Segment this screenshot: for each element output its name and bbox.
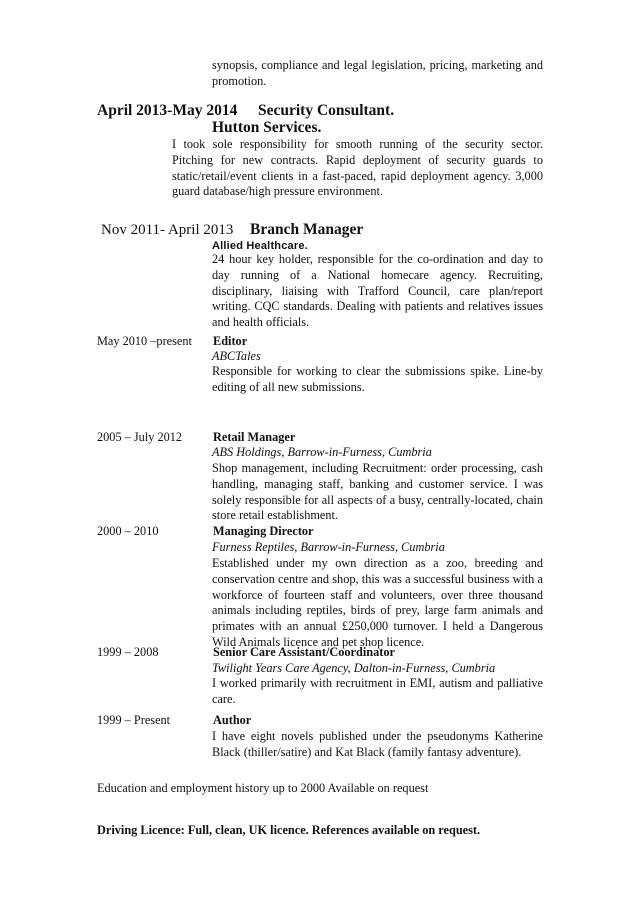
security-description: I took sole responsibility for smooth running of the security sector. Pitching for new contracts. Rapid deployment of security guards to static/retail/event clients in a fast-paced, rapid deployment agency. 3,000 guard database/high pressure environment. xyxy=(172,137,543,199)
director-org: Furness Reptiles, Barrow-in-Furness, Cumbria xyxy=(212,540,445,554)
branch-org: Allied Healthcare. xyxy=(212,240,308,252)
care-dates: 1999 – 2008 xyxy=(97,645,159,659)
editor-title: Editor xyxy=(213,334,248,348)
security-org: Hutton Services. xyxy=(212,119,322,136)
editor-dates: May 2010 –present xyxy=(97,334,192,348)
author-description: I have eight novels published under the pseudonyms Katherine Black (thiller/satire) and Kat Black (family fantasy adventure). xyxy=(212,729,543,759)
editor-org: ABCTales xyxy=(212,349,261,363)
retail-org: ABS Holdings, Barrow-in-Furness, Cumbria xyxy=(212,445,432,459)
security-dates: April 2013-May 2014 xyxy=(97,102,238,119)
care-org: Twilight Years Care Agency, Dalton-in-Furness, Cumbria xyxy=(212,661,496,675)
branch-description: 24 hour key holder, responsible for the co-ordination and day to day running of a National homecare agency. Recruiting, disciplinary, liaising with Trafford Council, care plan/report writing. CQC standards. Dealing with patients and relatives issues and health officials. xyxy=(212,252,543,330)
retail-dates: 2005 – July 2012 xyxy=(97,430,183,444)
branch-dates: Nov 2011- April 2013 xyxy=(101,222,234,238)
retail-description: Shop management, including Recruitment: order processing, cash handling, managing staff, banking and customer service. I was solely responsible for all aspects of a busy, centrally-located, chain store retail establishment. xyxy=(212,461,543,523)
author-title: Author xyxy=(213,713,252,727)
intro-continuation: synopsis, compliance and legal legislation, pricing, marketing and promotion. xyxy=(212,58,543,88)
security-title: Security Consultant. xyxy=(258,102,395,119)
director-description: Established under my own direction as a zoo, breeding and conservation centre and shop, this was a successful business with a workforce of fourteen staff and volunteers, over three thousand animals including reptiles, birds of prey, large farm animals and primates with an annual £250,000 turnover. I held a Dangerous Wild Animals licence and pet shop licence. xyxy=(212,556,543,649)
education-note: Education and employment history up to 2000 Available on request xyxy=(97,781,429,795)
director-title: Managing Director xyxy=(213,524,314,538)
branch-title: Branch Manager xyxy=(250,221,364,238)
director-dates: 2000 – 2010 xyxy=(97,524,159,538)
care-description: I worked primarily with recruitment in EMI, autism and palliative care. xyxy=(212,676,543,706)
editor-description: Responsible for working to clear the submissions spike. Line-by editing of all new submissions. xyxy=(212,364,543,394)
care-title: Senior Care Assistant/Coordinator xyxy=(213,645,395,659)
licence-note: Driving Licence: Full, clean, UK licence. References available on request. xyxy=(97,823,481,837)
retail-title: Retail Manager xyxy=(213,430,296,444)
author-dates: 1999 – Present xyxy=(97,713,171,727)
